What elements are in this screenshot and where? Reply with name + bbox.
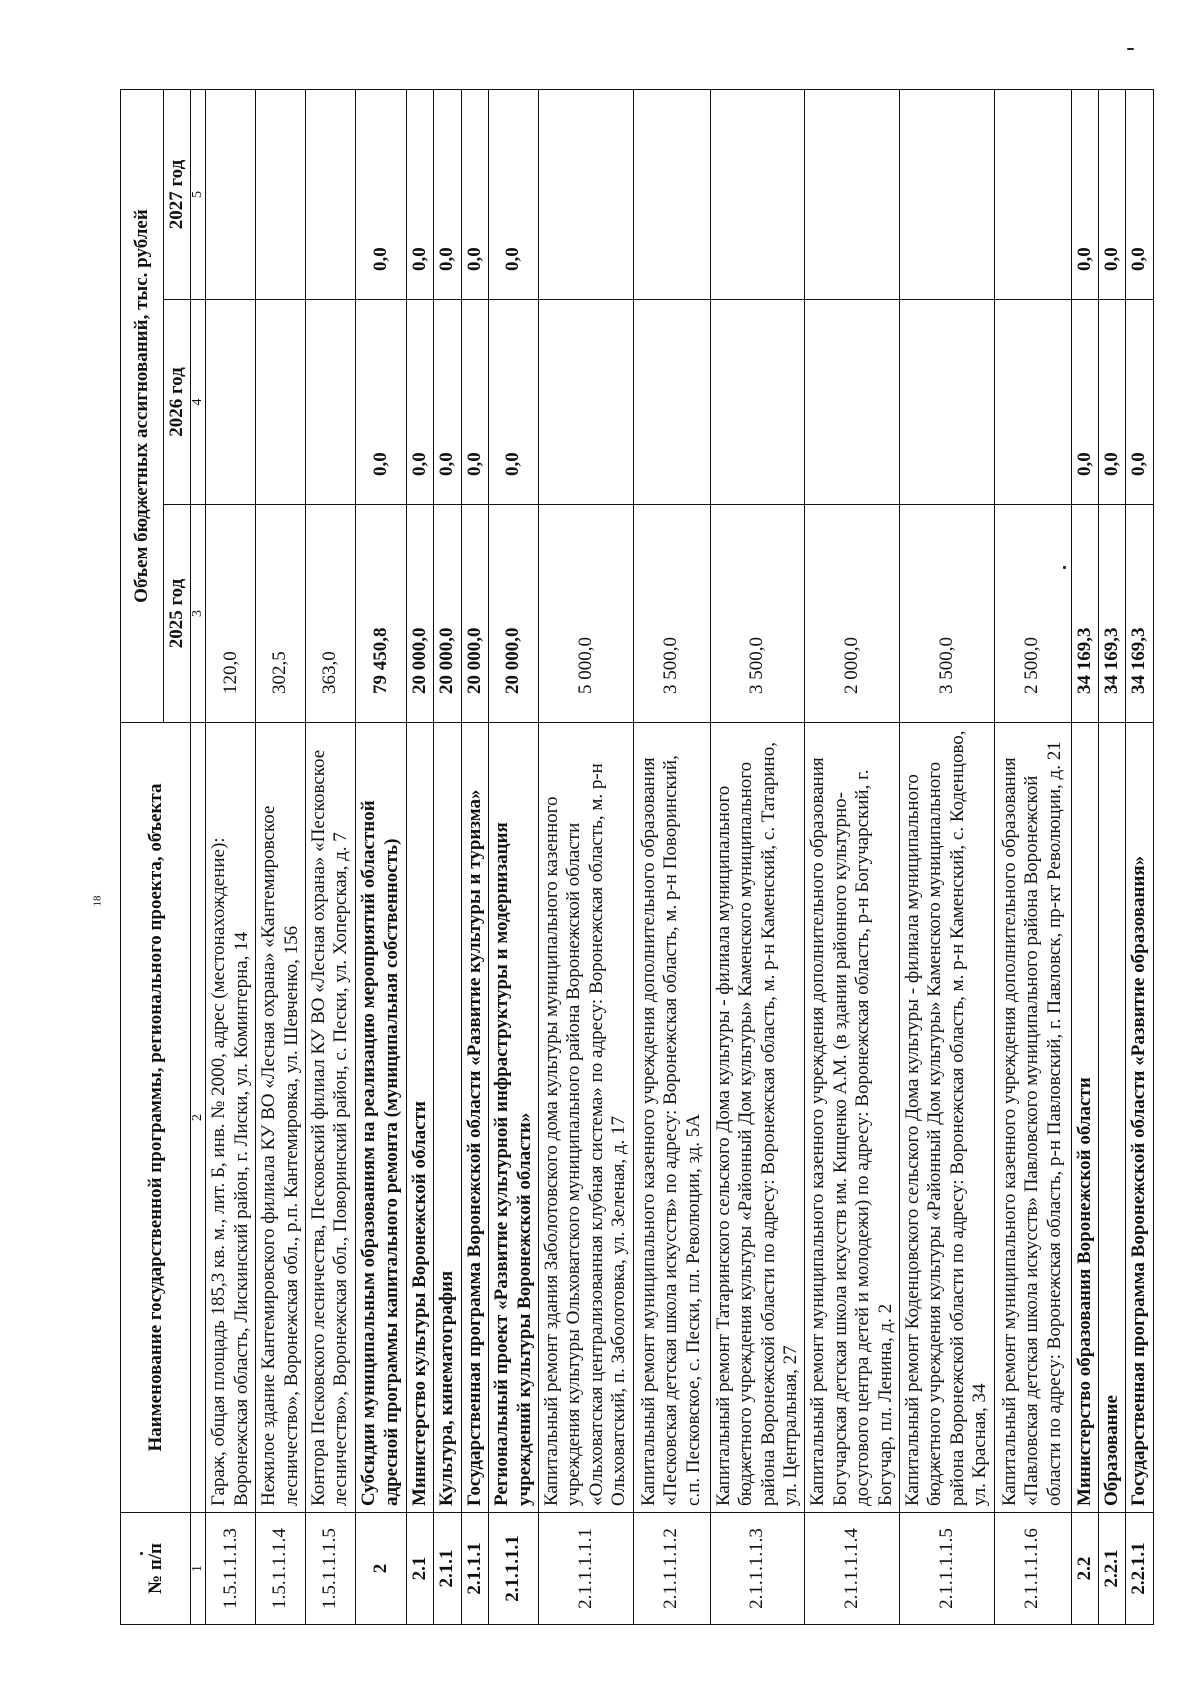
row-name: Капитальный ремонт Татаринского сельского Дома культуры - филиала муниципального бюджетного учреждения культуры «Районный Дом культуры» Каменского муниципального района Воронежской области по адресу: Воронежская область, м. р-н Каменский, с. Татарино, ул. Центральная, 27 [710, 723, 805, 1513]
row-number: 2.1.1.1.1.3 [710, 1513, 805, 1625]
row-name: Капитальный ремонт муниципального казенного учреждения дополнительного образования Богучарская детская школа искусств им. Кищенко А.М. (в здании районного культурно-досугового центра детей и молодежи) по адресу: Воронежская область, р-н Богучарский, г. Богучар, пл. Ленина, д. 2 [805, 723, 900, 1513]
value-2025: 5 000,0 [539, 505, 634, 723]
value-2027 [539, 90, 634, 300]
value-2026: 0,0 [355, 300, 406, 505]
value-2026 [994, 300, 1071, 505]
row-number: 2.1.1.1.1.1 [539, 1513, 634, 1625]
value-2026 [206, 300, 256, 505]
row-number: 2.1.1.1.1.2 [633, 1513, 710, 1625]
table-row [434, 90, 461, 1625]
value-2027: 0,0 [406, 90, 433, 300]
index-cell: 5 [191, 90, 206, 300]
header-year-2027: 2027 год [164, 90, 191, 300]
table-row [489, 90, 539, 1625]
row-name: Культура, кинематография [434, 723, 461, 1513]
value-2025: 3 500,0 [633, 505, 710, 723]
value-2027: 0,0 [1098, 90, 1125, 300]
row-name: Государственная программа Воронежской области «Развитие образования» [1126, 723, 1153, 1513]
table-row [306, 90, 356, 1625]
table-row [633, 90, 710, 1625]
value-2026 [899, 300, 994, 505]
table-row [1071, 90, 1098, 1625]
row-number: 1.5.1.1.1.5 [306, 1513, 356, 1625]
value-2026 [805, 300, 900, 505]
table-row [406, 90, 433, 1625]
row-number: 2.1.1 [434, 1513, 461, 1625]
value-2026: 0,0 [434, 300, 461, 505]
table-row [1126, 90, 1153, 1625]
value-2025: 20 000,0 [434, 505, 461, 723]
table-row [206, 90, 256, 1625]
value-2027 [256, 90, 306, 300]
value-2026 [539, 300, 634, 505]
value-2026: 0,0 [406, 300, 433, 505]
value-2026: 0,0 [461, 300, 488, 505]
header-budget: Объем бюджетных ассигнований, тыс. рублей [121, 90, 164, 723]
table-row [461, 90, 488, 1625]
header-name: Наименование государственной программы, регионального проекта, объекта [121, 723, 191, 1513]
index-cell: 4 [191, 300, 206, 505]
row-name: Капитальный ремонт муниципального казенного учреждения дополнительного образования «Песковская детская школа искусств» по адресу: Воронежская область, м. р-н Поворинский, с.п. Песковское, с. Пески, пл. Революции, зд. 5А [633, 723, 710, 1513]
table-row [899, 90, 994, 1625]
value-2027: 0,0 [434, 90, 461, 300]
page-number: 18 [91, 895, 104, 907]
value-2027: 0,0 [489, 90, 539, 300]
value-2025: 120,0 [206, 505, 256, 723]
row-number: 2.1.1.1.1.6 [994, 1513, 1071, 1625]
value-2026: 0,0 [1098, 300, 1125, 505]
value-2025: 20 000,0 [489, 505, 539, 723]
value-2026: 0,0 [1071, 300, 1098, 505]
value-2027 [805, 90, 900, 300]
row-name: Государственная программа Воронежской области «Развитие культуры и туризма» [461, 723, 488, 1513]
table-row [710, 90, 805, 1625]
value-2025: 302,5 [256, 505, 306, 723]
row-number: 1.5.1.1.1.4 [256, 1513, 306, 1625]
value-2025: 34 169,3 [1126, 505, 1153, 723]
row-number: 2 [355, 1513, 406, 1625]
row-name: Гараж, общая площадь 185,3 кв. м., лит. Б, инв. № 2000, адрес (местонахождение): Воронежская область, Лискинский район, г. Лиски, ул. Коминтерна, 14 [206, 723, 256, 1513]
value-2027: 0,0 [1071, 90, 1098, 300]
value-2025: 2 500,0 [994, 505, 1071, 723]
header-year-2025: 2025 год [164, 505, 191, 723]
value-2026 [306, 300, 356, 505]
index-cell: 3 [191, 505, 206, 723]
value-2026 [256, 300, 306, 505]
value-2026: 0,0 [1126, 300, 1153, 505]
budget-table [120, 89, 1154, 1625]
row-name: Контора Песковского лесничества, Песковский филиал КУ ВО «Лесная охрана» «Песковское лесничество», Воронежская обл., Поворинский район, с. Пески, ул. Хоперская, д. 7 [306, 723, 356, 1513]
table-body [206, 90, 1153, 1625]
value-2027: 0,0 [461, 90, 488, 300]
value-2027 [206, 90, 256, 300]
value-2025: 34 169,3 [1098, 505, 1125, 723]
row-number: 2.1.1.1.1.5 [899, 1513, 994, 1625]
value-2027 [710, 90, 805, 300]
scan-speck [1127, 48, 1134, 50]
row-number: 2.1.1.1.1.4 [805, 1513, 900, 1625]
value-2026 [633, 300, 710, 505]
header-year-2026: 2026 год [164, 300, 191, 505]
row-name: Министерство культуры Воронежской области [406, 723, 433, 1513]
row-number: 2.2 [1071, 1513, 1098, 1625]
table-row [994, 90, 1071, 1625]
index-cell: 1 [191, 1513, 206, 1625]
row-name: Капитальный ремонт здания Заболотовского дома культуры муниципального казенного учреждения культуры Ольховатского муниципального района Воронежской области «Ольховатская централизованная клубная система» по адресу: Воронежская область, м. р-н Ольховатский, п. Заболотовка, ул. Зеленая, д. 17 [539, 723, 634, 1513]
value-2026: 0,0 [489, 300, 539, 505]
value-2026 [710, 300, 805, 505]
row-number: 1.5.1.1.1.3 [206, 1513, 256, 1625]
row-number: 2.1 [406, 1513, 433, 1625]
row-name: Нежилое здание Кантемировского филиала КУ ВО «Лесная охрана» «Кантемировское лесничество», Воронежская обл., р.п. Кантемировка, ул. Шевченко, 156 [256, 723, 306, 1513]
value-2027 [633, 90, 710, 300]
value-2027: 0,0 [355, 90, 406, 300]
row-name: Образование [1098, 723, 1125, 1513]
row-name: Капитальный ремонт Коденцовского сельского Дома культуры - филиала муниципального бюджетного учреждения культуры «Районный Дом культуры» Каменского муниципального района Воронежской области по адресу: Воронежская область, м. р-н Каменский, с. Коденцово, ул. Красная, 34 [899, 723, 994, 1513]
value-2025: 3 500,0 [899, 505, 994, 723]
table-row [256, 90, 306, 1625]
row-name: Субсидии муниципальным образованиям на реализацию мероприятий областной адресной программы капитального ремонта (муниципальная собственность) [355, 723, 406, 1513]
table-row [355, 90, 406, 1625]
value-2027: 0,0 [1126, 90, 1153, 300]
row-name: Региональный проект «Развитие культурной инфраструктуры и модернизация учреждений культуры Воронежской области» [489, 723, 539, 1513]
value-2025: 79 450,8 [355, 505, 406, 723]
value-2027 [306, 90, 356, 300]
row-number: 2.1.1.1 [461, 1513, 488, 1625]
value-2027 [899, 90, 994, 300]
value-2027 [994, 90, 1071, 300]
value-2025: 2 000,0 [805, 505, 900, 723]
index-cell: 2 [191, 723, 206, 1513]
table-row [1098, 90, 1125, 1625]
value-2025: 34 169,3 [1071, 505, 1098, 723]
table-row [805, 90, 900, 1625]
header-num: № п/п [121, 1513, 191, 1625]
value-2025: 20 000,0 [461, 505, 488, 723]
row-number: 2.1.1.1.1 [489, 1513, 539, 1625]
row-name: Министерство образования Воронежской области [1071, 723, 1098, 1513]
rotated-page [120, 90, 1150, 1625]
value-2025: 20 000,0 [406, 505, 433, 723]
value-2025: 363,0 [306, 505, 356, 723]
row-number: 2.2.1.1 [1126, 1513, 1153, 1625]
value-2025: 3 500,0 [710, 505, 805, 723]
table-row [539, 90, 634, 1625]
row-name: Капитальный ремонт муниципального казенного учреждения дополнительного образования «Павловская детская школа искусств» Павловского муниципального района Воронежской области по адресу: Воронежская область, р-н Павловский, г. Павловск, пр-кт Революции, д. 21 [994, 723, 1071, 1513]
row-number: 2.2.1 [1098, 1513, 1125, 1625]
